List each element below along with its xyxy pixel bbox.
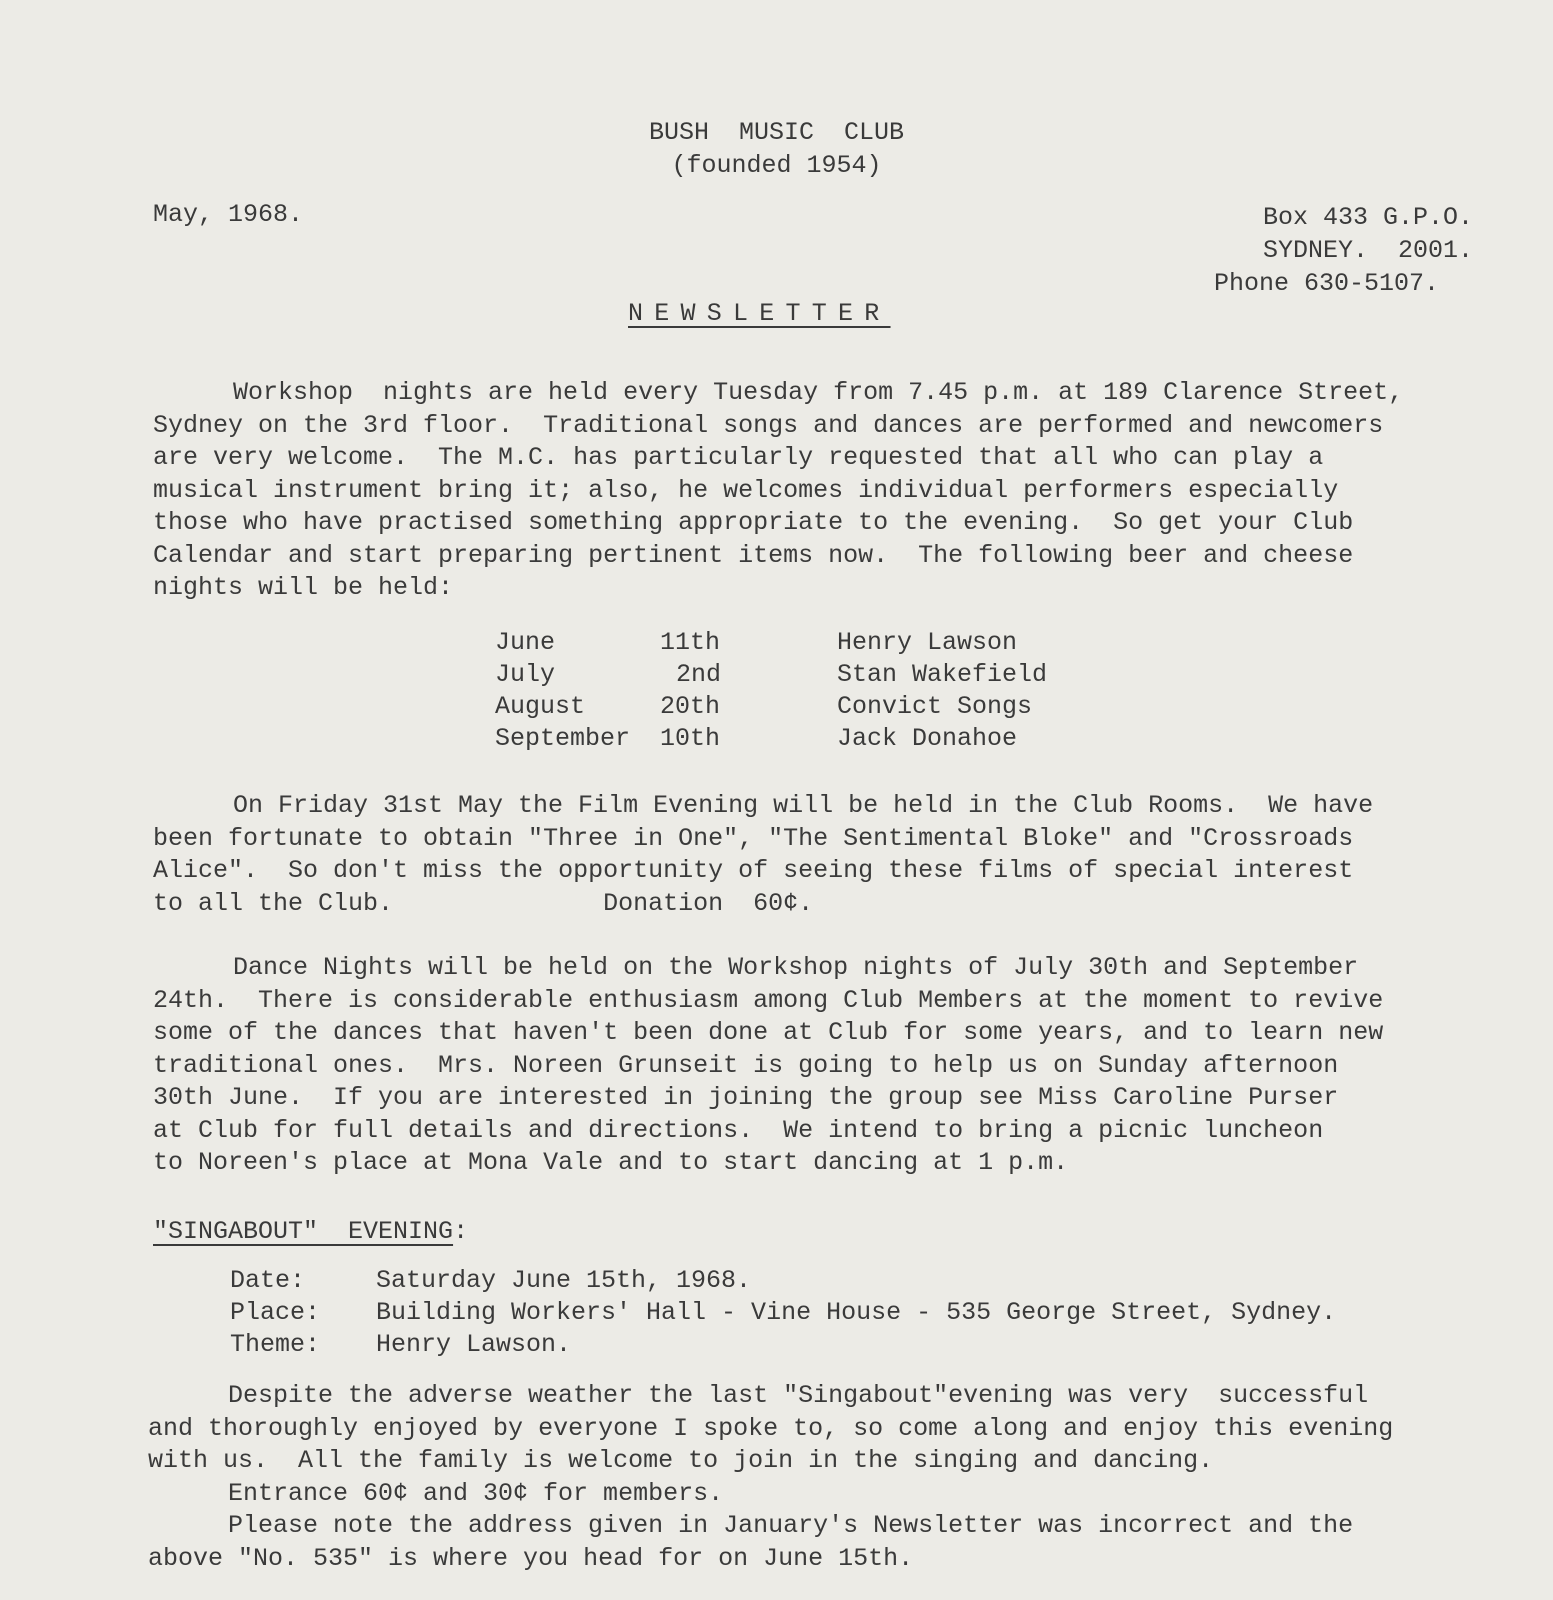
dance-line: at Club for full details and directions. We intend to bring a picnic luncheon (153, 1115, 1324, 1145)
dance-line: Dance Nights will be held on the Workshop nights of July 30th and September (233, 953, 1359, 982)
singabout-line: Entrance 60¢ and 30¢ for members. (228, 1478, 724, 1508)
club-name: BUSH MUSIC CLUB (648, 118, 905, 147)
singabout-line: above "No. 535" is where you head for on June 15th. (148, 1543, 914, 1573)
schedule-day: 11th (660, 628, 721, 657)
film-line: On Friday 31st May the Film Evening will be held in the Club Rooms. We have (233, 791, 1374, 820)
film-line: to all the Club. Donation 60¢. (153, 888, 814, 918)
detail-label: Place: (230, 1298, 321, 1327)
address-city: SYDNEY. 2001. (1263, 236, 1474, 265)
singabout-line: and thoroughly enjoyed by everyone I spoke to, so come along and enjoy this evening (148, 1413, 1394, 1443)
workshop-line: those who have practised something appropriate to the evening. So get your Club (153, 508, 1354, 537)
workshop-line: Calendar and start preparing pertinent items now. The following beer and cheese (153, 540, 1354, 570)
workshop-line: are very welcome. The M.C. has particularly requested that all who can play a (153, 443, 1324, 472)
founded-line: (founded 1954) (671, 151, 882, 180)
workshop-line: nights will be held: (153, 573, 454, 602)
singabout-paragraph (148, 1380, 1508, 1575)
dance-line: to Noreen's place at Mona Vale and to start dancing at 1 p.m. (153, 1148, 1069, 1177)
schedule-theme: Convict Songs (837, 692, 1033, 721)
detail-label: Date: (230, 1266, 306, 1295)
schedule-theme: Jack Donahoe (837, 724, 1018, 753)
dance-line: traditional ones. Mrs. Noreen Grunseit is going to help us on Sunday afternoon (153, 1050, 1339, 1080)
dance-paragraph (153, 952, 1513, 1180)
singabout-heading-colon: : (453, 1217, 469, 1246)
workshop-line: Sydney on the 3rd floor. Traditional songs and dances are performed and newcomers (153, 410, 1384, 440)
detail-label: Theme: (230, 1330, 321, 1359)
singabout-line: Despite the adverse weather the last "Singabout"evening was very successful (228, 1381, 1369, 1410)
address-box: Box 433 G.P.O. (1263, 203, 1474, 232)
schedule-month: September (495, 724, 631, 753)
detail-value: Henry Lawson. (376, 1330, 572, 1359)
schedule-day: 10th (660, 724, 721, 753)
detail-value: Building Workers' Hall - Vine House - 535 George Street, Sydney. (376, 1298, 1337, 1327)
film-line: Alice". So don't miss the opportunity of seeing these films of special interest (153, 856, 1354, 885)
schedule-month: August (495, 692, 586, 721)
dance-line: some of the dances that haven't been done at Club for some years, and to learn new (153, 1018, 1384, 1047)
film-paragraph (153, 790, 1513, 920)
film-line: been fortunate to obtain "Three in One", "The Sentimental Bloke" and "Crossroads (153, 823, 1354, 853)
newsletter-title: NEWSLETTER (628, 299, 891, 328)
schedule-theme: Stan Wakefield (837, 660, 1048, 689)
schedule-day: 2nd (676, 660, 722, 689)
schedule-theme: Henry Lawson (837, 628, 1018, 657)
workshop-line: Workshop nights are held every Tuesday from 7.45 p.m. at 189 Clarence Street, (233, 378, 1404, 407)
dance-line: 30th June. If you are interested in joining the group see Miss Caroline Purser (153, 1083, 1339, 1112)
detail-value: Saturday June 15th, 1968. (376, 1266, 752, 1295)
dance-line: 24th. There is considerable enthusiasm among Club Members at the moment to revive (153, 985, 1384, 1015)
schedule-month: July (495, 660, 556, 689)
singabout-heading-text: "SINGABOUT" EVENING (153, 1217, 454, 1246)
schedule-month: June (495, 628, 556, 657)
phone-number: Phone 630-5107. (1214, 269, 1440, 298)
schedule-day: 20th (660, 692, 721, 721)
workshop-line: musical instrument bring it; also, he welcomes individual performers especially (153, 475, 1339, 505)
singabout-line: with us. All the family is welcome to join in the singing and dancing. (148, 1446, 1214, 1475)
singabout-heading (153, 1216, 468, 1249)
issue-date: May, 1968. (153, 200, 304, 229)
workshop-paragraph (153, 377, 1513, 605)
singabout-line: Please note the address given in January's Newsletter was incorrect and the (228, 1511, 1354, 1540)
